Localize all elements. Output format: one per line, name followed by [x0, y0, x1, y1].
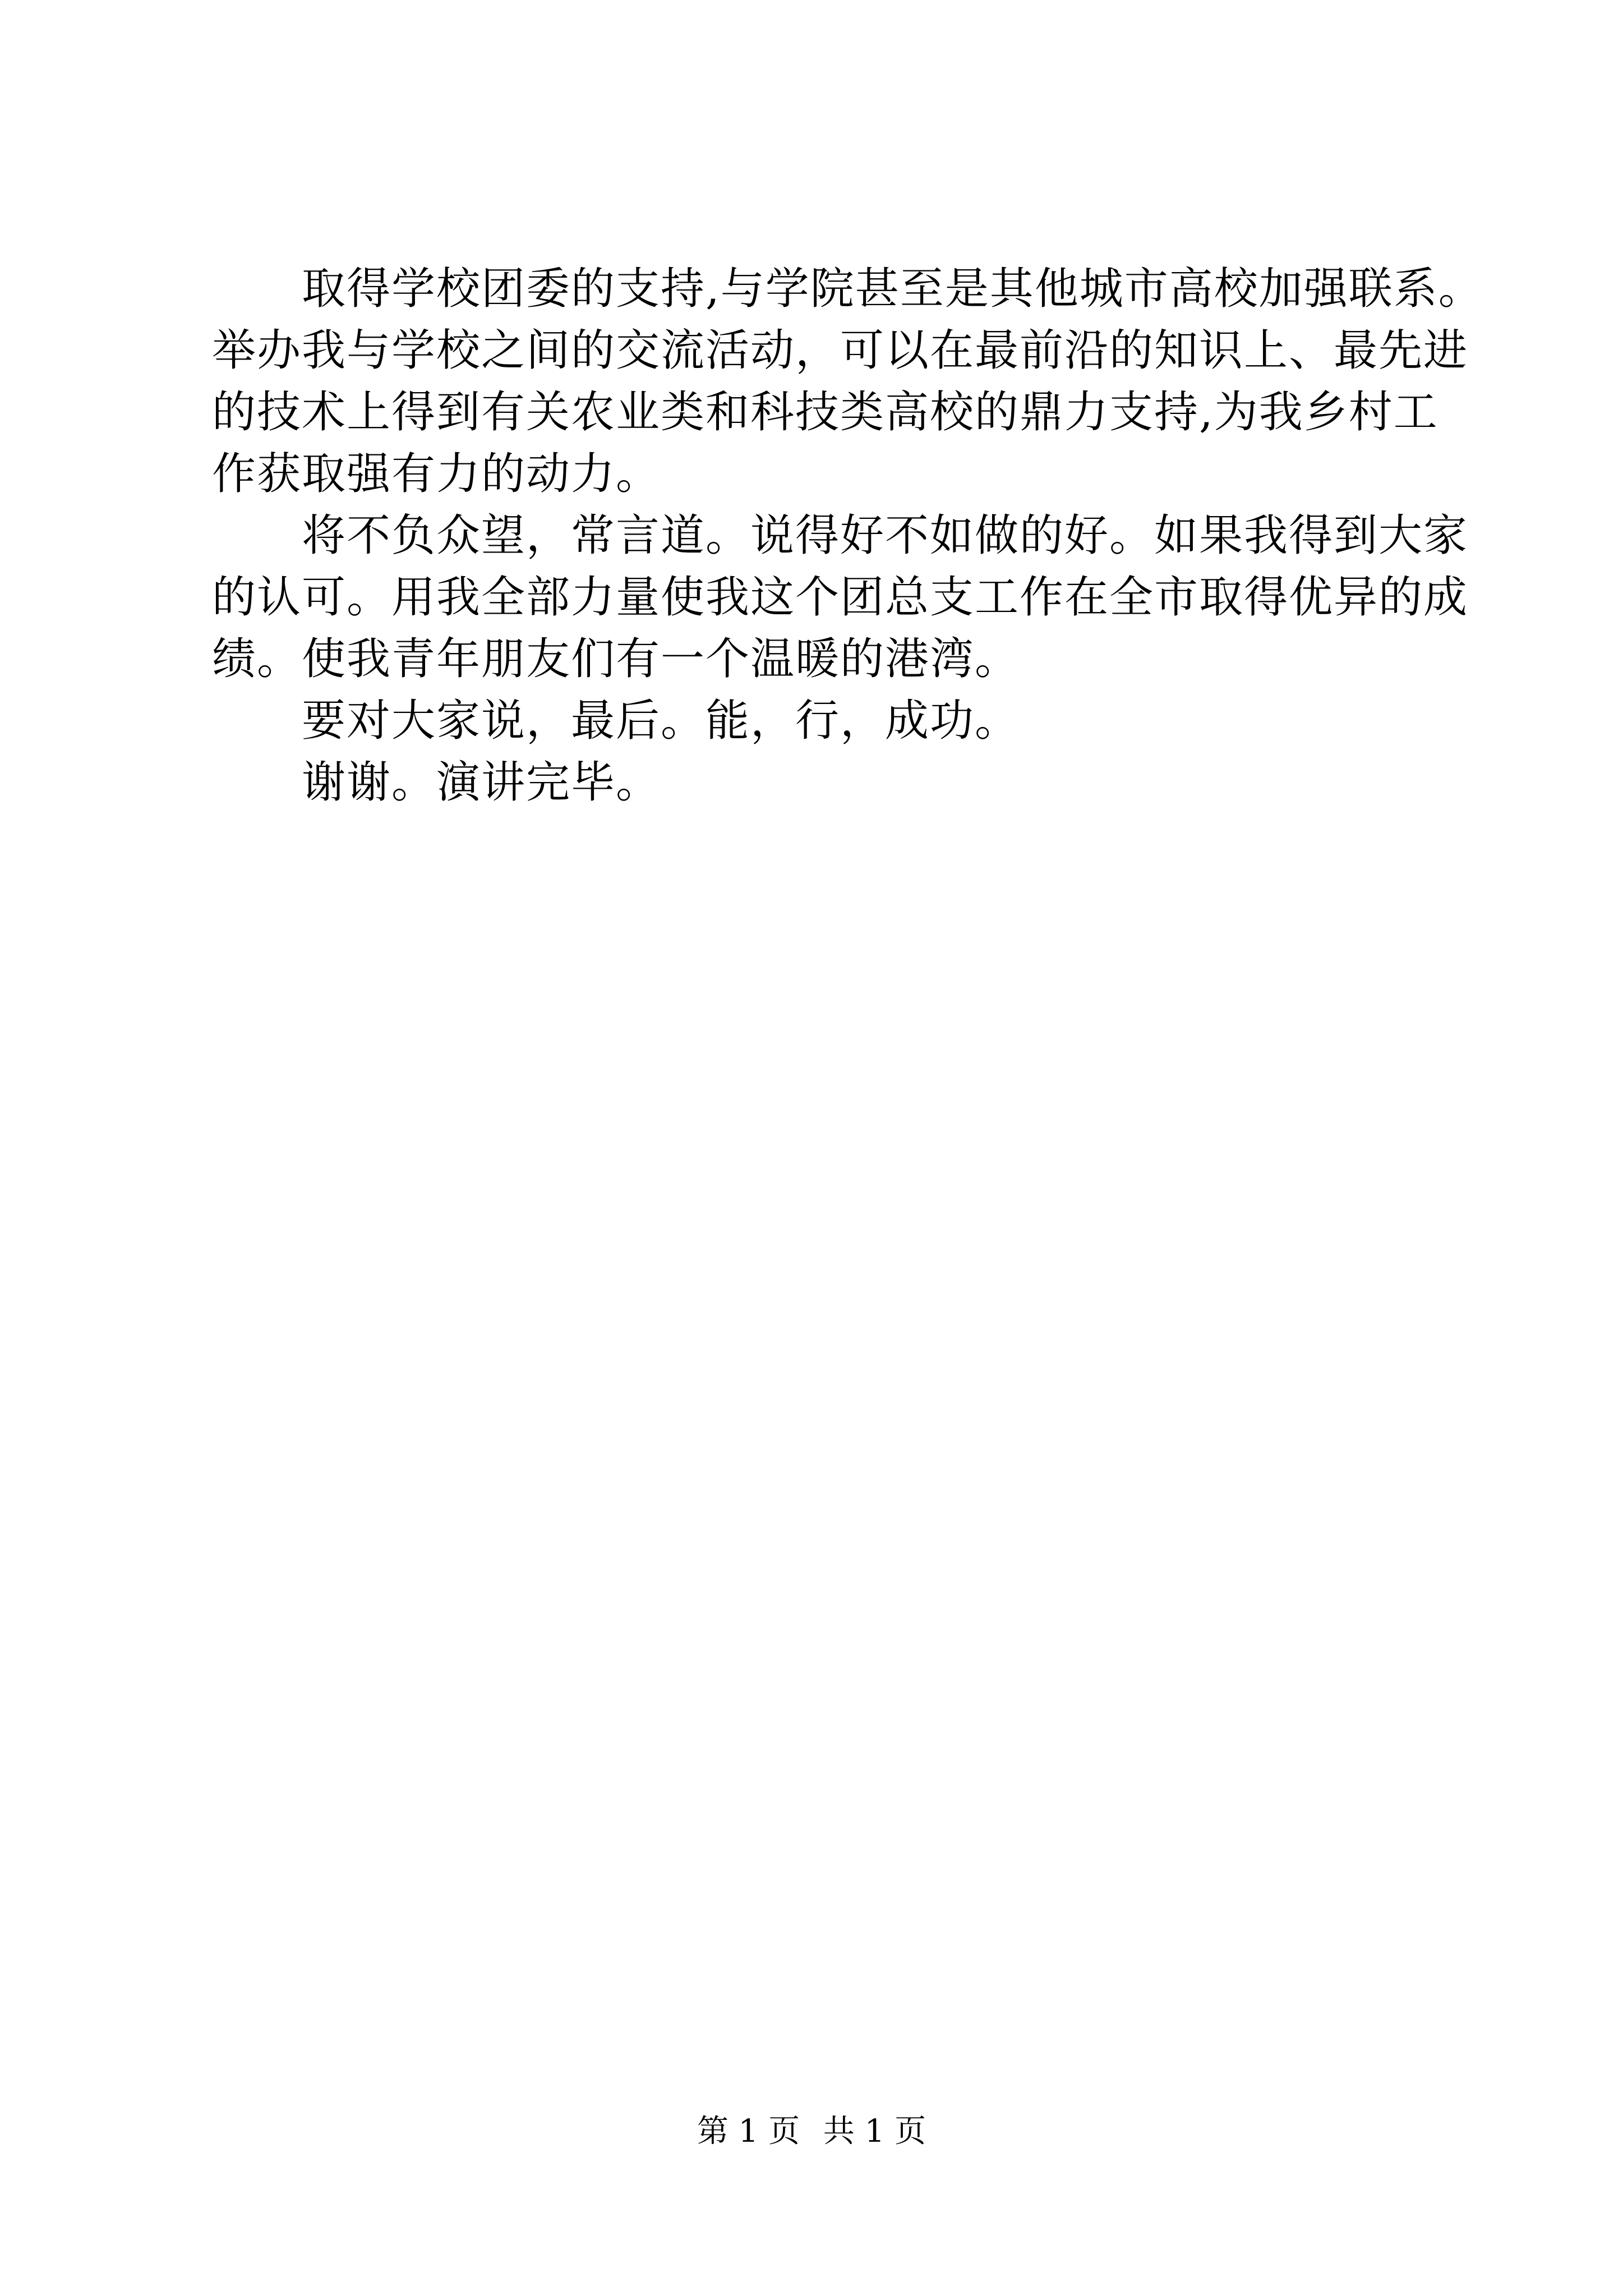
page-count: 共 1 页 — [823, 2113, 926, 2150]
paragraph-line: 谢谢。演讲完毕。 — [302, 757, 661, 808]
paragraph-line: 作获取强有力的动力。 — [212, 449, 661, 499]
paragraph-line: 绩。使我青年朋友们有一个温暖的港湾。 — [212, 634, 1020, 684]
paragraph-line: 要对大家说，最后。能，行，成功。 — [302, 696, 1020, 746]
paragraph-line: 的认可。用我全部力量使我这个团总支工作在全市取得优异的成 — [212, 572, 1469, 623]
paragraph-line: 举办我与学校之间的交流活动，可以在最前沿的知识上、最先进 — [212, 325, 1469, 376]
page-number: 第 1 页 — [697, 2113, 800, 2150]
paragraph-line: 将不负众望，常言道。说得好不如做的好。如果我得到大家 — [302, 510, 1469, 561]
paragraph-line: 取得学校团委的支持,与学院甚至是其他城市高校加强联系。 — [302, 264, 1483, 314]
page-footer — [0, 2109, 1623, 2154]
document-body — [212, 258, 1483, 813]
paragraph-line: 的技术上得到有关农业类和科技类高校的鼎力支持,为我乡村工 — [212, 387, 1438, 438]
